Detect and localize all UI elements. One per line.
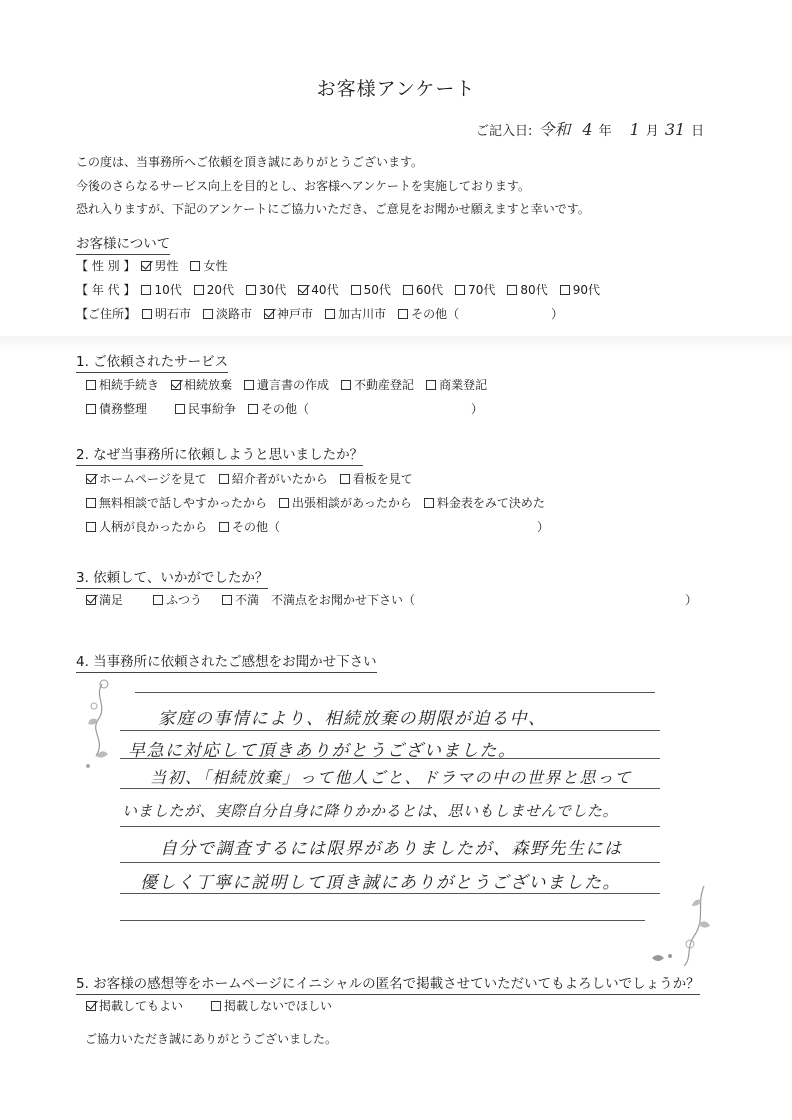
option-price-table[interactable]	[424, 494, 545, 511]
q5-heading: 5. お客様の感想等をホームページにイニシャルの匿名で掲載させていただいてもよろしいでしょうか？	[76, 972, 700, 995]
option-label: 債務整理	[99, 402, 148, 416]
checkbox-icon[interactable]	[325, 309, 335, 319]
option-label: 10代	[154, 283, 182, 297]
option-label: その他（	[411, 307, 460, 321]
checkbox-icon[interactable]	[219, 522, 229, 532]
option-label: 40代	[311, 283, 339, 297]
comment-line: 家庭の事情により、相続放棄の期限が迫る中、	[158, 709, 547, 729]
floral-ornament-icon	[646, 880, 716, 970]
option-kobe[interactable]	[264, 305, 313, 322]
option-kakogawa[interactable]	[325, 305, 386, 322]
option-age-90[interactable]	[560, 281, 600, 298]
checkbox-icon[interactable]	[86, 595, 96, 605]
checkbox-icon[interactable]	[141, 261, 151, 271]
option-publish-ng[interactable]	[211, 997, 332, 1014]
q2-row	[86, 470, 425, 487]
checkbox-icon[interactable]	[141, 285, 151, 295]
comment-line: 当初、「相続放棄」って他人ごと、ドラマの中の世界と思って	[150, 768, 633, 787]
date-label: ご記入日:	[476, 124, 533, 139]
date-day-unit: 日	[691, 124, 705, 139]
option-label: 加古川市	[338, 307, 387, 321]
q2-heading: 2. なぜ当事務所に依頼しようと思いましたか？	[76, 443, 363, 466]
option-label: その他（	[232, 520, 281, 534]
intro-line: 今後のさらなるサービス向上を目的とし、お客様へアンケートを実施しております。	[76, 179, 530, 193]
checkbox-icon[interactable]	[426, 380, 436, 390]
option-average[interactable]	[153, 591, 202, 608]
option-inheritance-procedure[interactable]	[86, 376, 159, 393]
checkbox-icon[interactable]	[203, 309, 213, 319]
checkbox-icon[interactable]	[560, 285, 570, 295]
writing-line	[120, 893, 660, 894]
q5-row	[86, 997, 344, 1014]
date-year: 4	[582, 120, 593, 139]
option-age-30[interactable]	[246, 281, 286, 298]
option-akashi[interactable]	[142, 305, 191, 322]
checkbox-icon[interactable]	[507, 285, 517, 295]
paren-close: ）	[471, 402, 484, 416]
writing-line	[120, 862, 660, 863]
option-dissatisfied[interactable]	[222, 591, 259, 608]
option-q2-other[interactable]	[219, 518, 280, 535]
gender-row	[76, 257, 239, 274]
checkbox-icon[interactable]	[398, 309, 408, 319]
checkbox-icon[interactable]	[211, 1001, 221, 1011]
checkbox-icon[interactable]	[248, 404, 258, 414]
checkbox-icon[interactable]	[264, 309, 274, 319]
option-publish-ok[interactable]	[86, 997, 183, 1014]
comment-line: 自分で調査するには限界がありましたが、森野先生には	[160, 839, 623, 859]
intro-line: この度は、当事務所へご依頼を頂き誠にありがとうございます。	[76, 155, 424, 169]
option-label: 民事紛争	[188, 402, 237, 416]
age-row	[76, 281, 612, 298]
option-satisfied[interactable]	[86, 591, 123, 608]
option-label: 商業登記	[439, 378, 488, 392]
option-label: その他（	[261, 402, 310, 416]
option-label: 男性	[154, 259, 179, 273]
checkbox-icon[interactable]	[246, 285, 256, 295]
closing-message: ご協力いただき誠にありがとうございました。	[85, 1032, 338, 1046]
customer-heading: お客様について	[76, 232, 170, 255]
checkbox-icon[interactable]	[341, 380, 351, 390]
option-label: 料金表をみて決めた	[436, 496, 545, 510]
option-label: 看板を見て	[352, 472, 413, 486]
q4-heading: 4. 当事務所に依頼されたご感想をお聞かせ下さい	[76, 650, 377, 673]
checkbox-icon[interactable]	[351, 285, 361, 295]
paren-close: ）	[685, 593, 698, 607]
checkbox-icon[interactable]	[142, 309, 152, 319]
checkbox-icon[interactable]	[279, 498, 289, 508]
option-label: 20代	[206, 283, 235, 297]
option-inheritance-renunciation[interactable]	[171, 376, 232, 393]
option-age-50[interactable]	[351, 281, 391, 298]
address-label: 【ご住所】	[76, 307, 137, 321]
option-label: 満足	[99, 593, 124, 607]
option-homepage[interactable]	[86, 470, 207, 487]
writing-line	[120, 920, 645, 921]
entry-date	[476, 117, 704, 140]
checkbox-icon[interactable]	[403, 285, 413, 295]
writing-line	[120, 730, 660, 731]
checkbox-icon[interactable]	[86, 404, 96, 414]
q1-heading: 1. ご依頼されたサービス	[76, 350, 228, 373]
option-address-other[interactable]	[398, 305, 459, 322]
checkbox-icon[interactable]	[153, 595, 163, 605]
option-label: 相続手続き	[99, 378, 160, 392]
paren-close: ）	[537, 520, 550, 534]
checkbox-icon[interactable]	[175, 404, 185, 414]
q1-row	[86, 376, 499, 393]
option-age-70[interactable]	[455, 281, 495, 298]
option-label: 出張相談があったから	[292, 496, 412, 510]
checkbox-icon[interactable]	[244, 380, 254, 390]
option-label: 神戸市	[277, 307, 314, 321]
option-real-estate[interactable]	[341, 376, 414, 393]
option-personality[interactable]	[86, 518, 207, 535]
option-label: 紹介者がいたから	[231, 472, 328, 486]
option-label: 掲載しないでほしい	[224, 999, 333, 1013]
option-label: 30代	[259, 283, 287, 297]
comment-line: 優しく丁寧に説明して頂き誠にありがとうございました。	[140, 873, 621, 893]
dissatisfied-note: 不満点をお聞かせ下さい（	[271, 593, 416, 607]
checkbox-icon[interactable]	[219, 474, 229, 484]
option-signboard[interactable]	[340, 470, 413, 487]
writing-line	[120, 788, 660, 789]
address-row	[76, 305, 563, 322]
option-referral[interactable]	[219, 470, 328, 487]
option-female[interactable]	[190, 257, 227, 274]
option-civil-dispute[interactable]	[175, 400, 236, 417]
option-label: 遺言書の作成	[257, 378, 330, 392]
q1-row	[86, 400, 483, 417]
option-label: 60代	[415, 283, 444, 297]
option-label: 人柄が良かったから	[99, 520, 208, 534]
option-visit-consult[interactable]	[279, 494, 412, 511]
date-year-unit: 年	[598, 124, 612, 139]
option-age-20[interactable]	[194, 281, 234, 298]
gender-label: 【 性 別 】	[76, 259, 136, 273]
comment-line: 早急に対応して頂きありがとうございました。	[128, 741, 517, 761]
checkbox-icon[interactable]	[222, 595, 232, 605]
option-label: 淡路市	[216, 307, 253, 321]
option-label: 90代	[572, 283, 600, 297]
floral-ornament-icon	[80, 676, 120, 776]
paren-close: ）	[551, 307, 564, 321]
q3-heading: 3. 依頼して、いかがでしたか？	[76, 566, 268, 589]
option-age-80[interactable]	[507, 281, 547, 298]
option-label: 不動産登記	[354, 378, 415, 392]
option-label: 女性	[203, 259, 228, 273]
option-label: 70代	[468, 283, 496, 297]
date-month: 1	[629, 120, 640, 139]
checkbox-icon[interactable]	[86, 380, 96, 390]
option-free-consult[interactable]	[86, 494, 267, 511]
comment-line: いましたが、実際自分自身に降りかかるとは、思いもしませんでした。	[122, 802, 619, 820]
checkbox-icon[interactable]	[424, 498, 434, 508]
writing-line	[135, 692, 655, 693]
option-debt[interactable]	[86, 400, 147, 417]
option-label: 明石市	[155, 307, 192, 321]
checkbox-icon[interactable]	[86, 474, 96, 484]
option-commercial[interactable]	[426, 376, 487, 393]
checkbox-icon[interactable]	[190, 261, 200, 271]
option-age-10[interactable]	[141, 281, 181, 298]
option-label: 80代	[520, 283, 548, 297]
checkbox-icon[interactable]	[86, 498, 96, 508]
q2-row	[86, 518, 549, 535]
checkbox-icon[interactable]	[194, 285, 204, 295]
date-era: 令和	[538, 120, 571, 139]
checkbox-icon[interactable]	[340, 474, 350, 484]
intro-line: 恐れ入りますが、下記のアンケートにご協力いただき、ご意見をお聞かせ願えますと幸いです。	[76, 202, 590, 216]
date-month-unit: 月	[645, 124, 659, 139]
q3-row	[86, 591, 697, 608]
option-male[interactable]	[141, 257, 178, 274]
age-label: 【 年 代 】	[76, 283, 136, 297]
option-label: 無料相談で話しやすかったから	[99, 496, 268, 510]
option-awaji[interactable]	[203, 305, 252, 322]
q2-row	[86, 494, 557, 511]
date-day: 31	[664, 120, 686, 139]
writing-line	[120, 826, 660, 827]
option-label: 50代	[363, 283, 391, 297]
option-will[interactable]	[244, 376, 329, 393]
checkbox-icon[interactable]	[171, 380, 181, 390]
option-label: 相続放棄	[184, 378, 233, 392]
option-label: ふつう	[166, 593, 203, 607]
checkbox-icon[interactable]	[86, 522, 96, 532]
page-title: お客様アンケート	[316, 78, 476, 100]
checkbox-icon[interactable]	[298, 285, 308, 295]
option-age-40[interactable]	[298, 281, 338, 298]
option-label: 掲載してもよい	[99, 999, 184, 1013]
option-label: 不満	[235, 593, 260, 607]
option-age-60[interactable]	[403, 281, 443, 298]
option-label: ホームページを見て	[99, 472, 207, 486]
checkbox-icon[interactable]	[455, 285, 465, 295]
option-q1-other[interactable]	[248, 400, 309, 417]
checkbox-icon[interactable]	[86, 1001, 96, 1011]
